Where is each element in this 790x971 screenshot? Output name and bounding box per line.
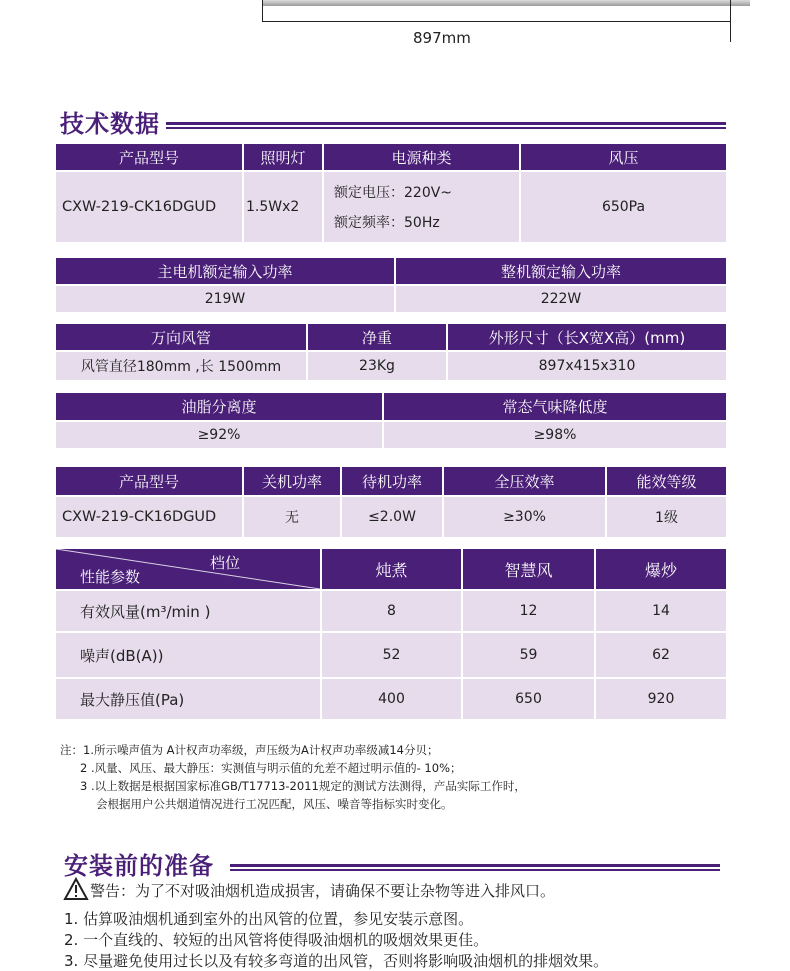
t1-header-light: 照明灯	[244, 144, 322, 170]
t6-row-static-stirfry: 920	[596, 679, 726, 719]
t6-row-static-label: 最大静压值(Pa)	[56, 679, 320, 719]
prep-title-rule	[230, 864, 720, 867]
t6-corner-top: 档位	[210, 554, 241, 572]
prep-item-2: 2. 一个直线的、较短的出风管将使得吸油烟机的吸烟效果更佳。	[64, 931, 489, 949]
t5-standby-power: ≤2.0W	[342, 497, 442, 537]
t6-row-noise-stirfry: 62	[596, 633, 726, 677]
t2-total-power: 222W	[396, 286, 726, 312]
t2-motor-power: 219W	[56, 286, 394, 312]
t2-header-motor-power: 主电机额定输入功率	[56, 258, 394, 284]
t5-header-standby-power: 待机功率	[342, 467, 442, 495]
t3-weight: 23Kg	[308, 352, 446, 380]
t1-voltage: 额定电压：220V~	[334, 185, 453, 201]
t4-header-grease: 油脂分离度	[56, 393, 382, 420]
tech-section-title: 技术数据	[60, 110, 160, 138]
t6-row-noise-smart: 59	[463, 633, 594, 677]
prep-section-title: 安装前的准备	[64, 852, 214, 880]
t1-pressure: 650Pa	[521, 172, 726, 242]
t5-energy-grade: 1级	[607, 497, 726, 537]
t1-header-model: 产品型号	[56, 144, 242, 170]
prep-title-rule-thin	[230, 869, 720, 871]
hood-bottom-edge	[262, 0, 750, 6]
tech-title-rule	[166, 122, 726, 125]
t4-odor: ≥98%	[384, 422, 726, 448]
t5-efficiency: ≥30%	[444, 497, 605, 537]
t2-header-total-power: 整机额定输入功率	[396, 258, 726, 284]
tech-title-rule-thin	[166, 127, 726, 129]
t5-header-energy-grade: 能效等级	[607, 467, 726, 495]
t1-header-power-type: 电源种类	[324, 144, 519, 170]
t6-row-airflow-label: 有效风量(m³/min )	[56, 591, 320, 631]
warning-text: 警告：为了不对吸油烟机造成损害，请确保不要让杂物等进入排风口。	[90, 882, 556, 900]
t1-header-pressure: 风压	[521, 144, 726, 170]
t6-corner-bottom: 性能参数	[80, 568, 141, 586]
t6-col-stirfry: 爆炒	[596, 549, 726, 589]
t5-off-power: 无	[244, 497, 340, 537]
t6-row-airflow-stew: 8	[322, 591, 461, 631]
warning-icon	[64, 878, 88, 900]
t3-dimensions: 897x415x310	[448, 352, 726, 380]
t6-col-smart: 智慧风	[463, 549, 594, 589]
t1-model: CXW-219-CK16DGUD	[56, 172, 242, 242]
t6-row-noise-stew: 52	[322, 633, 461, 677]
prep-item-3: 3. 尽量避免使用过长以及有较多弯道的出风管，否则将影响吸油烟机的排烟效果。	[64, 952, 609, 970]
t1-light: 1.5Wx2	[244, 172, 322, 242]
t5-header-model: 产品型号	[56, 467, 242, 495]
dimension-line	[262, 21, 731, 22]
t3-header-dimensions: 外形尺寸（长X宽X高）(mm)	[448, 324, 726, 350]
t1-frequency: 额定频率：50Hz	[334, 215, 440, 231]
t3-header-duct: 万向风管	[56, 324, 306, 350]
t4-grease: ≥92%	[56, 422, 382, 448]
note-1: 注：1.所示噪声值为 A计权声功率级，声压级为A计权声功率级减14分贝；	[60, 743, 439, 757]
t5-header-off-power: 关机功率	[244, 467, 340, 495]
t6-row-static-smart: 650	[463, 679, 594, 719]
t5-header-efficiency: 全压效率	[444, 467, 605, 495]
t6-col-stew: 炖煮	[322, 549, 461, 589]
dimension-label: 897mm	[413, 29, 471, 47]
t1-power-cell	[324, 172, 519, 242]
t3-header-weight: 净重	[308, 324, 446, 350]
t6-row-airflow-smart: 12	[463, 591, 594, 631]
t3-duct: 风管直径180mm ,长 1500mm	[56, 352, 306, 380]
t6-row-static-stew: 400	[322, 679, 461, 719]
t6-corner-cell	[56, 549, 320, 589]
t5-model: CXW-219-CK16DGUD	[56, 497, 242, 537]
t6-row-noise-label: 噪声(dB(A))	[56, 633, 320, 677]
t6-row-airflow-stirfry: 14	[596, 591, 726, 631]
prep-item-1: 1. 估算吸油烟机通到室外的出风管的位置，参见安装示意图。	[64, 910, 474, 928]
t4-header-odor: 常态气味降低度	[384, 393, 726, 420]
note-4: 会根据用户公共烟道情况进行工况匹配，风压、噪音等指标实时变化。	[96, 797, 453, 811]
dimension-tick-left	[262, 0, 263, 22]
note-3: 3 .以上数据是根据国家标准GB/T17713-2011规定的测试方法测得，产品实际工作时，	[80, 779, 526, 793]
note-2: 2 .风量、风压、最大静压：实测值与明示值的允差不超过明示值的- 10%；	[80, 761, 462, 775]
